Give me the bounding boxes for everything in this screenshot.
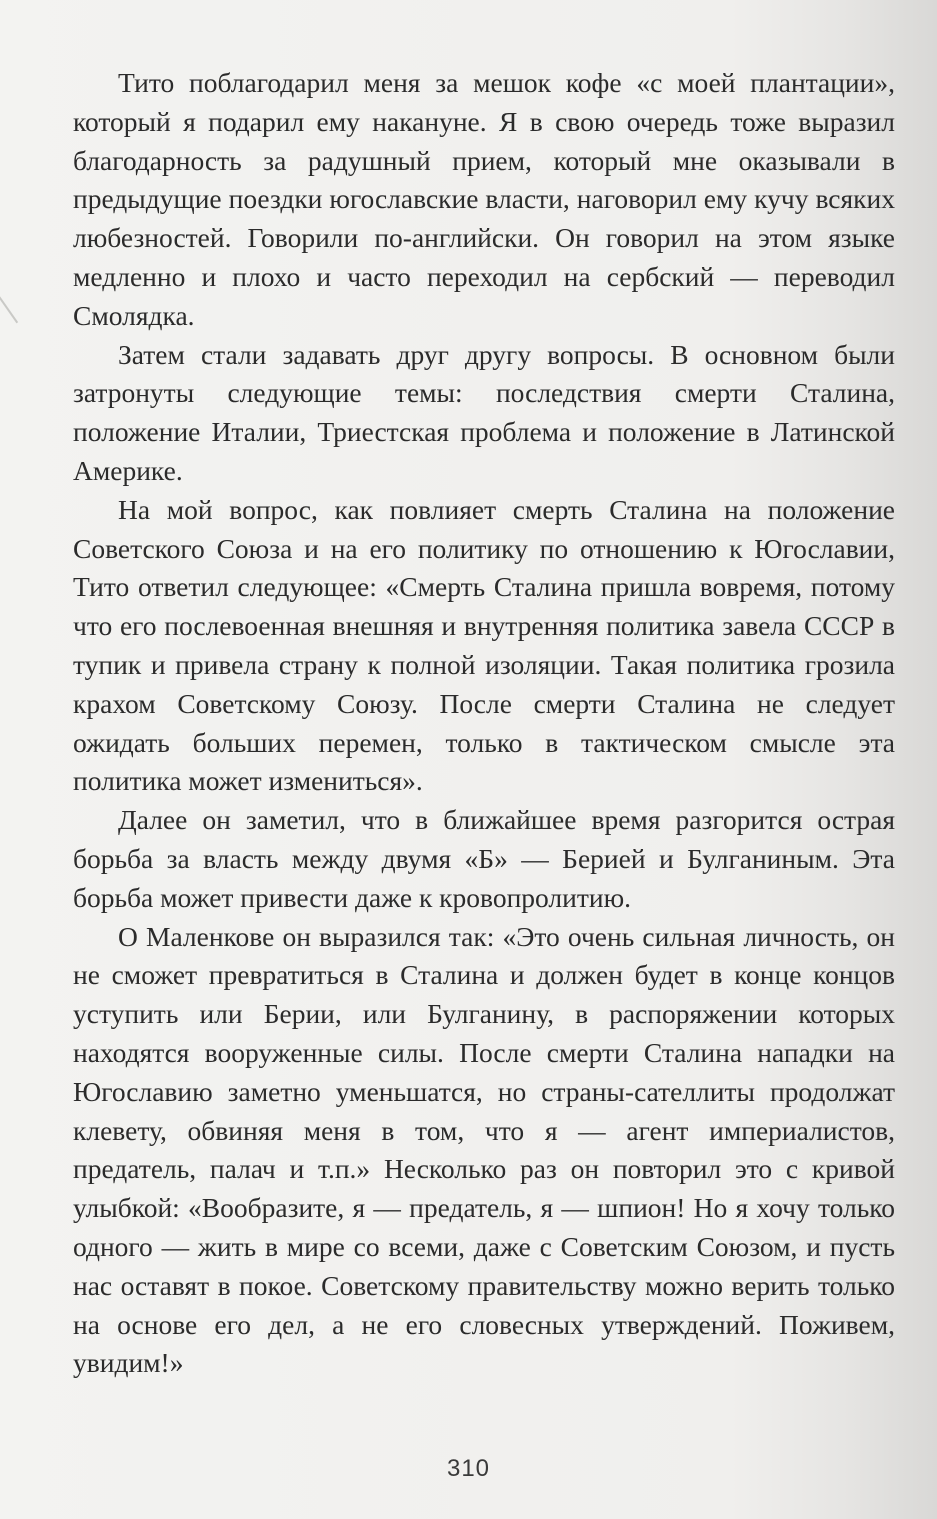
paragraph-3: На мой вопрос, как повлияет смерть Сталина на положение Советского Союза и на его политику по отношению к Югославии, Тито ответил следующее: «Смерть Сталина пришла вовремя, потому что его послевоенная внешняя и внутренняя политика завела СССР в тупик и привела страну к полной изоляции. Такая политика грозила крахом Советскому Союзу. После смерти Сталина не следует ожидать больших перемен, только в тактическом смысле эта политика может измениться». bbox=[73, 493, 895, 797]
paragraph-2: Затем стали задавать друг другу вопросы. В основном были затронуты следующие темы: последствия смерти Сталина, положение Италии, Триестская проблема и положение в Латинской Америке. bbox=[73, 338, 895, 486]
paragraph-5: О Маленкове он выразился так: «Это очень сильная личность, он не сможет превратиться в Сталина и должен будет в конце концов уступить или Берии, или Булганину, в распоряжении которых находятся вооруженные силы. После смерти Сталина нападки на Югославию заметно уменьшатся, но страны-сателлиты продолжат клевету, обвиняя меня в том, что я — агент империалистов, предатель, палач и т.п.» Несколько раз он повторил это с кривой улыбкой: «Вообразите, я — предатель, я — шпион! Но я хочу только одного — жить в мире со всеми, даже с Советским Союзом, и пусть нас оставят в покое. Советскому правительству можно верить только на основе его дел, а не его словесных утверждений. Поживем, увидим!» bbox=[73, 920, 895, 1379]
paragraph-4: Далее он заметил, что в ближайшее время разгорится острая борьба за власть между двумя «Б» — Берией и Булганиным. Эта борьба может привести даже к кровопролитию. bbox=[73, 804, 895, 913]
page-number: 310 bbox=[446, 1455, 491, 1482]
paragraph-1: Тито поблагодарил меня за мешок кофе «с моей плантации», который я подарил ему накануне. Я в свою очередь тоже выразил благодарность за радушный прием, который мне оказывали в предыдущие поездки югославские власти, наговорил ему кучу всяких любезностей. Говорили по-английски. Он говорил на этом языке медленно и плохо и часто переходил на сербский — переводил Смолядка. bbox=[73, 67, 895, 331]
body-text bbox=[73, 64, 895, 1383]
page-edge-mark bbox=[0, 293, 18, 324]
